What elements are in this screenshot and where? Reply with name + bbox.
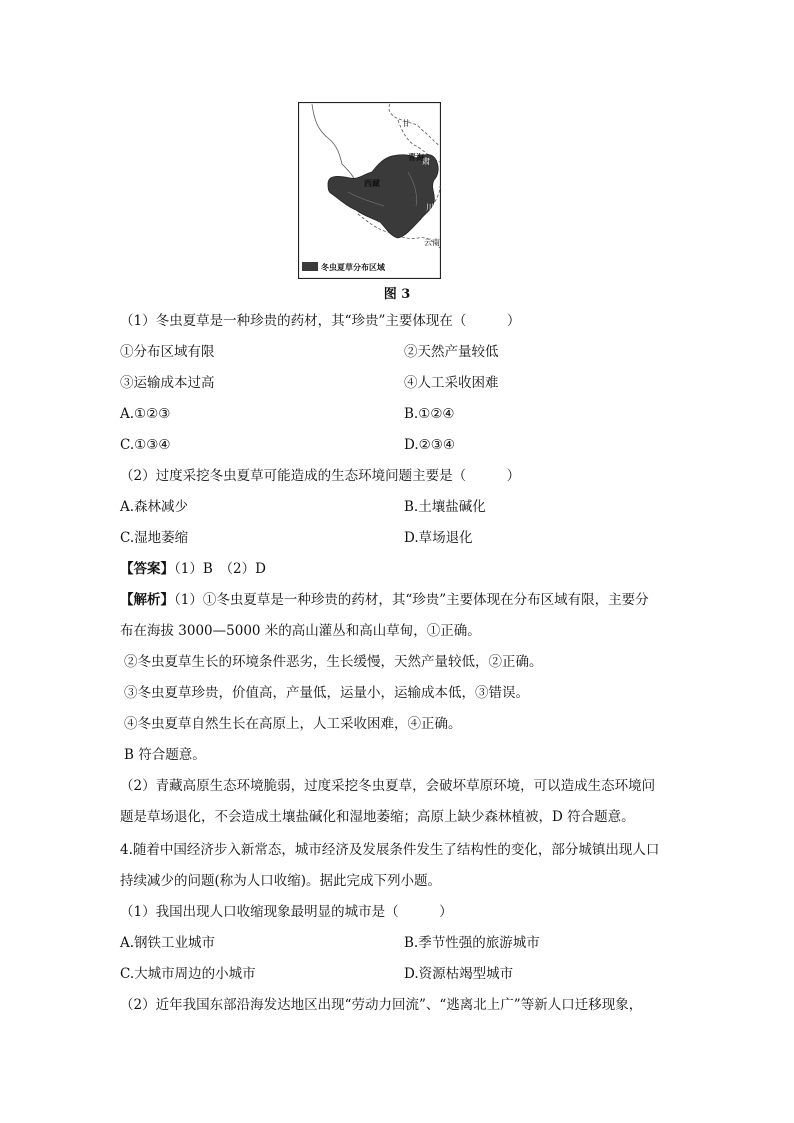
analysis-line-2: 布在海拔 3000—5000 米的高山灌丛和高山草甸，①正确。 <box>120 623 481 639</box>
answer-label: 【答案】 <box>120 561 174 577</box>
q4-choice-c: C.大城市周边的小城市 <box>120 966 256 982</box>
q4-sub1-stem: （1）我国出现人口收缩现象最明显的城市是（ ） <box>120 904 453 920</box>
q2-choice-c: C.湿地萎缩 <box>120 530 189 546</box>
q4-sub2-stem: （2）近年我国东部沿海发达地区出现“劳动力回流”、“逃离北上广”等新人口迁移现象， <box>120 997 643 1013</box>
q1-option-3: ③运输成本过高 <box>120 375 215 391</box>
q2-choice-b: B.土壤盐碱化 <box>404 499 486 515</box>
label-gan: 甘 <box>402 119 410 128</box>
q1-choice-b: B.①②④ <box>404 406 455 422</box>
legend-text: 冬虫夏草分布区域 <box>321 263 385 272</box>
analysis-label: 【解析】 <box>120 592 174 608</box>
analysis-line-7: （2）青藏高原生态环境脆弱，过度采挖冬虫夏草，会破坏草原环境，可以造成生态环境问 <box>120 778 656 794</box>
q1-option-2: ②天然产量较低 <box>404 344 499 360</box>
q4-intro-2: 持续减少的问题(称为人口收缩)。据此完成下列小题。 <box>120 873 442 889</box>
label-qinghai: 青海 <box>408 153 424 162</box>
figure-caption: 图 3 <box>383 287 411 302</box>
q4-intro-1: 4.随着中国经济步入新常态，城市经济及发展条件发生了结构性的变化，部分城镇出现人口 <box>120 842 660 858</box>
q1-stem: （1）冬虫夏草是一种珍贵的药材，其“珍贵”主要体现在（ ） <box>120 313 521 329</box>
label-xizang: 西藏 <box>364 179 380 188</box>
analysis-line-6: B 符合题意。 <box>124 747 206 763</box>
analysis-line-3: ②冬虫夏草生长的环境条件恶劣，生长缓慢，天然产量较低，②正确。 <box>124 654 543 670</box>
q4-choice-d: D.资源枯竭型城市 <box>404 966 514 982</box>
analysis-line-1 <box>120 590 649 610</box>
analysis-text-1: （1）①冬虫夏草是一种珍贵的药材，其“珍贵”主要体现在分布区域有限，主要分 <box>174 592 649 608</box>
analysis-line-4: ③冬虫夏草珍贵，价值高，产量低，运量小，运输成本低，③错误。 <box>124 685 529 701</box>
q1-choice-c: C.①③④ <box>120 437 171 453</box>
q4-choice-b: B.季节性强的旅游城市 <box>404 935 540 951</box>
q2-stem: （2）过度采挖冬虫夏草可能造成的生态环境问题主要是（ ） <box>120 468 521 484</box>
analysis-line-8: 题是草场退化，不会造成土壤盐碱化和湿地萎缩；高原上缺少森林植被，D 符合题意。 <box>120 809 635 825</box>
q1-option-1: ①分布区域有限 <box>120 344 215 360</box>
q2-choice-d: D.草场退化 <box>404 530 473 546</box>
q1-option-4: ④人工采收困难 <box>404 375 499 391</box>
answer-line <box>120 559 266 579</box>
analysis-line-5: ④冬虫夏草自然生长在高原上，人工采收困难，④正确。 <box>124 716 462 732</box>
answer-text: （1）B （2）D <box>174 561 266 577</box>
distribution-map <box>298 102 441 279</box>
q4-choice-a: A.钢铁工业城市 <box>120 935 216 951</box>
q1-choice-a: A.①②③ <box>120 406 171 422</box>
label-sichuan: 川 <box>426 203 434 212</box>
label-yunnan: 云南 <box>424 238 440 247</box>
map-svg <box>298 102 441 279</box>
label-shu: 肃 <box>422 157 430 166</box>
q2-choice-a: A.森林减少 <box>120 499 189 515</box>
legend-swatch <box>302 262 318 271</box>
q1-choice-d: D.②③④ <box>404 437 455 453</box>
